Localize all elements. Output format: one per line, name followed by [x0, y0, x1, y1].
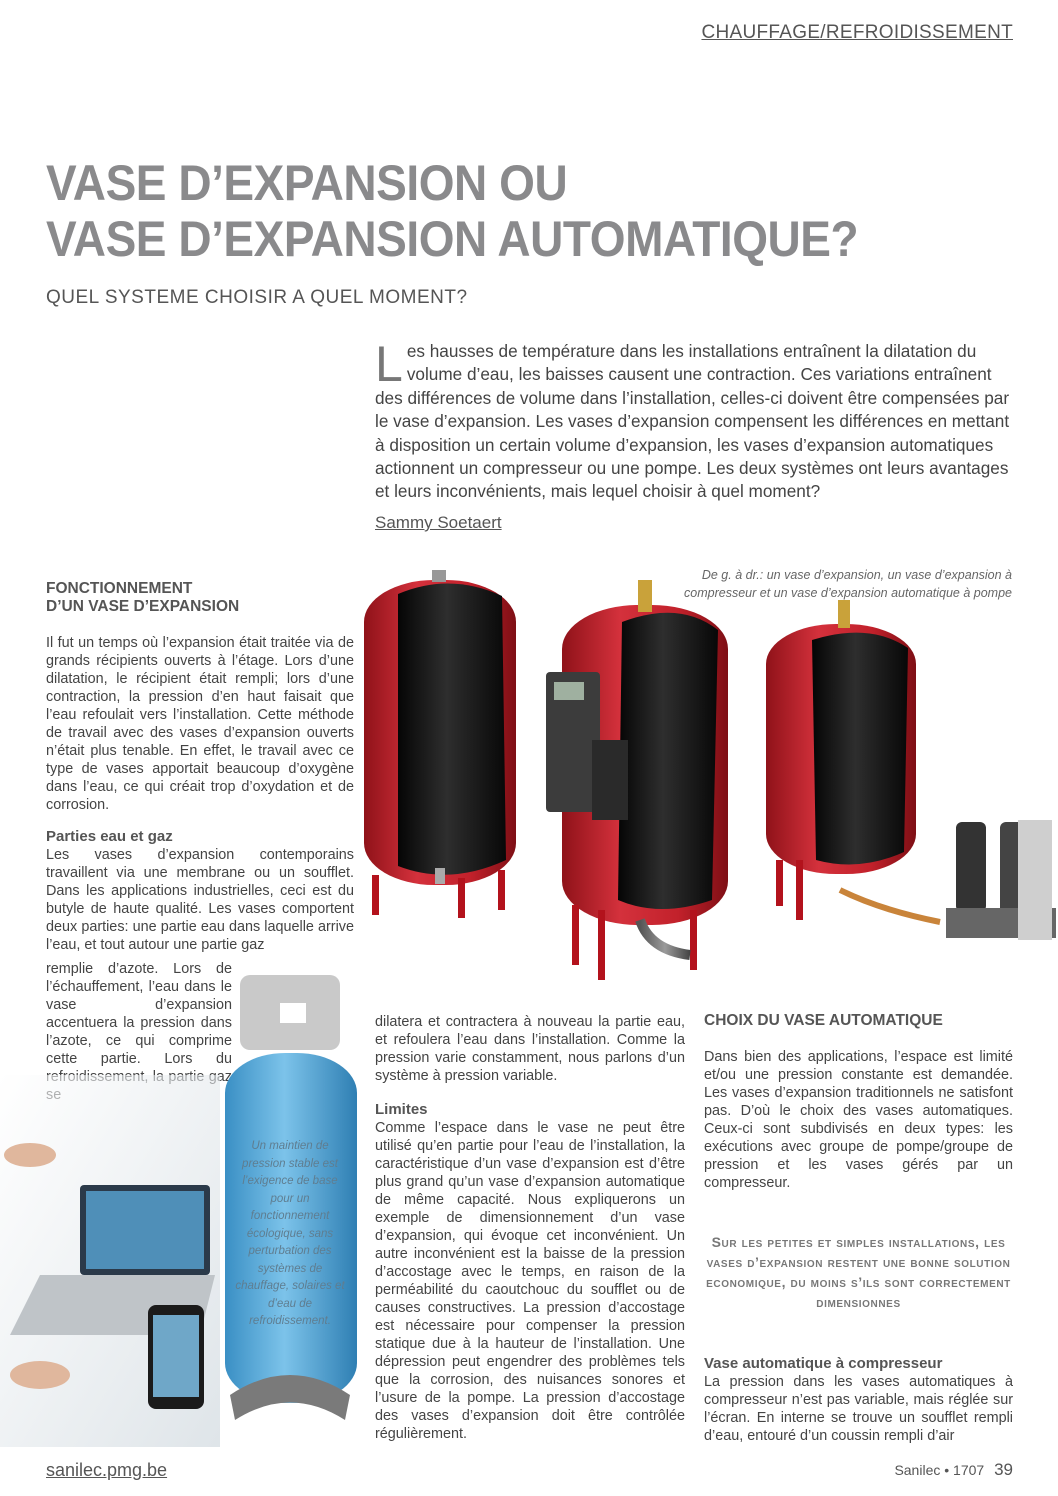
author-byline[interactable]: Sammy Soetaert: [375, 513, 502, 532]
subheading-vase-compresseur: Vase automatique à compresseur: [704, 1355, 943, 1372]
heading-line-2: D’UN VASE D’EXPANSION: [46, 598, 240, 615]
pull-quote: Sur les petites et simples installations, les vases d’expansion restent une bonne solution economique, du moins s’ils sont correctement dimensionnes: [706, 1234, 1011, 1310]
smartphone-icon: [148, 1305, 204, 1409]
article-subtitle: QUEL SYSTEME CHOISIR A QUEL MOMENT?: [46, 287, 468, 308]
title-line-2: VASE D’EXPANSION AUTOMATIQUE?: [46, 211, 859, 267]
paragraph-pression-variable: dilatera et contractera à nouveau la partie eau, et refoulera l’eau dans l’installation. Comme la pression varie constamment, nous parlons d’un système à pression variable.: [375, 1014, 685, 1084]
vessel-pump: [766, 600, 1056, 940]
dropcap: L: [375, 336, 403, 392]
paragraph-limites: Comme l’espace dans le vase ne peut être utilisé qu’en partie pour l’eau de l’installation, la caractéristique d’un vase d’expansion est d’être plus grand qu’un vase d’expansion automatique de même capacité. Nous expliquerons un exemple de dimensionnement d’un vase d’expansion, qui évoque cet inconvénient. Un autre inconvénient est la baisse de la pression d’accostage avec le temps, en raison de la perméabilité du caoutchouc du soufflet ou de causes constructives. La pression d’accostage est nécessaire pour compenser la pression statique due à la hauteur de l’installation. Une dépression peut engendrer des problèmes tels que la corrosion, des nuisances sonores et l’usure de la pompe. La pression d’accostage des vases d’expansion doit être contrôlée régulièrement.: [375, 1120, 685, 1442]
vessel-standard: [364, 570, 516, 918]
article-title: [46, 155, 858, 267]
middle-column: [375, 1013, 685, 1443]
photo-overlay-quote: Un maintien de pression stable est l’exigence de base pour un fonctionnement écologique, sans perturbation des systèmes de chauffage, solaires et d’eau de refroidissement.: [235, 1140, 345, 1327]
vessel-compressor: [546, 580, 728, 980]
paragraph-vase-compresseur: La pression dans les vases automatiques à compresseur n’est pas variable, mais réglée sur l’écran. En interne se trouve un soufflet rempli d’eau, entouré d’un coussin rempli d’air: [704, 1374, 1013, 1444]
title-line-1: VASE D’EXPANSION OU: [46, 155, 568, 211]
photo-caption: De g. à dr.: un vase d’expansion, un vase d’expansion à compresseur et un vase d’expansion automatique à pompe: [684, 568, 1012, 600]
subheading-limites: Limites: [375, 1101, 428, 1118]
section-heading-choix: CHOIX DU VASE AUTOMATIQUE: [704, 1012, 943, 1029]
footer-website-link[interactable]: sanilec.pmg.be: [46, 1460, 168, 1480]
paragraph-parties-narrow: remplie d’azote. Lors de l’échauffement, l’eau dans le vase d’expansion accentuera la pression dans l’azote, ce qui comprime cette partie. Lors du gaz: [46, 961, 232, 1085]
subheading-parties-eau-gaz: Parties eau et gaz: [46, 828, 173, 845]
paragraph-intro-history: Il fut un temps où l’expansion était traitée via de grands récipients ouverts à l’étage. Lors d’une dilatation, le récipient était rempli; lors d’une contraction, la pression d’en haut faisait que l’eau refoulait vers l’installation. Cette méthode de travail avec des vases d’expansion ouverts n’était plus tenable. En effet, le travail avec ce type de vases apportait beaucoup d’oxygène dans l’eau, ce qui créait trop d’oxydation et de corrosion.: [46, 635, 354, 813]
footer-page-info: [894, 1460, 1013, 1480]
footer-magazine: Sanilec • 1707: [894, 1462, 985, 1478]
paragraph-choix: Dans bien des applications, l’espace est limité et/ou une pression constante est demandée. Les vases d’expansion traditionnels ne satisfont pas. D’où le choix des vases automatiques. Ceux-ci sont subdivisés en deux types: les exécutions avec groupe de pompe/groupe de pression et les vases gérés par un compresseur.: [704, 1049, 1013, 1191]
left-column: [46, 580, 354, 954]
page-number: 39: [994, 1460, 1013, 1479]
section-tag: CHAUFFAGE/REFROIDISSEMENT: [701, 22, 1013, 43]
right-column-lower: [704, 1355, 1013, 1445]
heading-line-1: FONCTIONNEMENT: [46, 580, 193, 597]
intro-text: es hausses de température dans les installations entraînent la dilatation du volume d’eau, les baisses causent une contraction. Ces variations entraînent des différences de volume dans l’installation, celles-ci doivent être compensées par le vase d’expansion. Les vases d’expansion compensent les différences en mettant à disposition un certain volume d’expansion, les vases d’expansion automatiques actionnent un compresseur ou une pompe. Les deux systèmes ont leurs avantages et leurs inconvénients, mais lequel choisir à quel moment?: [375, 341, 1010, 502]
intro-paragraph: [375, 336, 1015, 504]
right-column: [704, 1012, 1013, 1192]
section-heading-fonctionnement: [46, 580, 354, 616]
product-photo-expansion-vessels: [360, 560, 1058, 990]
paragraph-parties: Les vases d’expansion contemporains travaillent via une membrane ou un soufflet. Dans les applications industrielles, ceci est du butyle de haute qualité. Les vases comportent deux parties: une partie eau dans laquelle arrive l’eau, et tout autour une partie gaz: [46, 847, 354, 953]
